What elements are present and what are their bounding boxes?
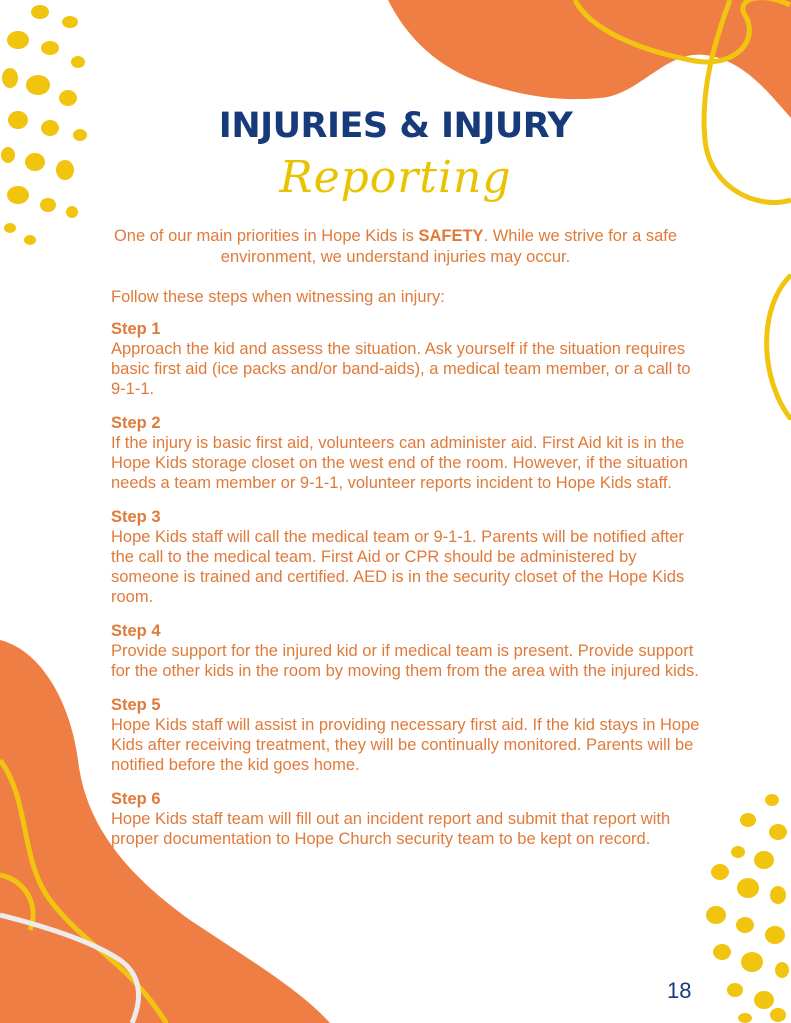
step-title: Step 1 xyxy=(111,320,161,338)
step-title: Step 3 xyxy=(111,508,161,526)
yellow-curve-right-edge xyxy=(767,275,791,420)
step-4 xyxy=(111,621,701,681)
step-text: If the injury is basic first aid, volunteers can administer aid. First Aid kit is in the Hope Kids storage closet on the west end of the room. However, if the situation needs a team member or 9-1-1, volunteer reports incident to Hope Kids staff. xyxy=(111,434,688,492)
intro-text-before: One of our main priorities in Hope Kids is xyxy=(113,227,419,245)
intro-paragraph xyxy=(110,226,681,268)
step-1 xyxy=(111,319,701,399)
step-2 xyxy=(111,413,701,493)
step-6 xyxy=(111,789,701,849)
step-title: Step 2 xyxy=(111,414,161,432)
step-title: Step 5 xyxy=(111,696,161,714)
step-text: Provide support for the injured kid or if medical team is present. Provide support for the other kids in the room by moving them from the area with the injured kids. xyxy=(111,642,699,680)
script-subtitle: Reporting xyxy=(279,152,512,203)
step-title: Step 4 xyxy=(111,622,161,640)
step-3 xyxy=(111,507,701,607)
steps-lead: Follow these steps when witnessing an injury: xyxy=(111,288,445,306)
intro-emphasis: SAFETY xyxy=(418,227,484,245)
step-5 xyxy=(111,695,701,775)
step-text: Approach the kid and assess the situation. Ask yourself if the situation requires basic first aid (ice packs and/or band-aids), a medical team member, or a call to 9-1-1. xyxy=(111,340,691,398)
intro-text-after: . While we strive for a safe environment, we understand injuries may occur. xyxy=(220,227,678,266)
step-text: Hope Kids staff team will fill out an incident report and submit that report with proper documentation to Hope Church security team to be kept on record. xyxy=(111,810,671,848)
page-number: 18 xyxy=(667,978,692,1003)
step-text: Hope Kids staff will call the medical team or 9-1-1. Parents will be notified after the call to the medical team. First Aid or CPR should be administered by someone is trained and certified. AED is in the security closet of the Hope Kids room. xyxy=(111,528,685,606)
step-title: Step 6 xyxy=(111,790,161,808)
page-title: INJURIES & INJURY xyxy=(218,106,573,146)
steps-section xyxy=(111,287,701,863)
yellow-dots-bottom-right xyxy=(706,794,789,1023)
step-text: Hope Kids staff will assist in providing necessary first aid. If the kid stays in Hope Kids after receiving treatment, they will be continually monitored. Parents will be notified before the kid goes home. xyxy=(111,716,700,774)
